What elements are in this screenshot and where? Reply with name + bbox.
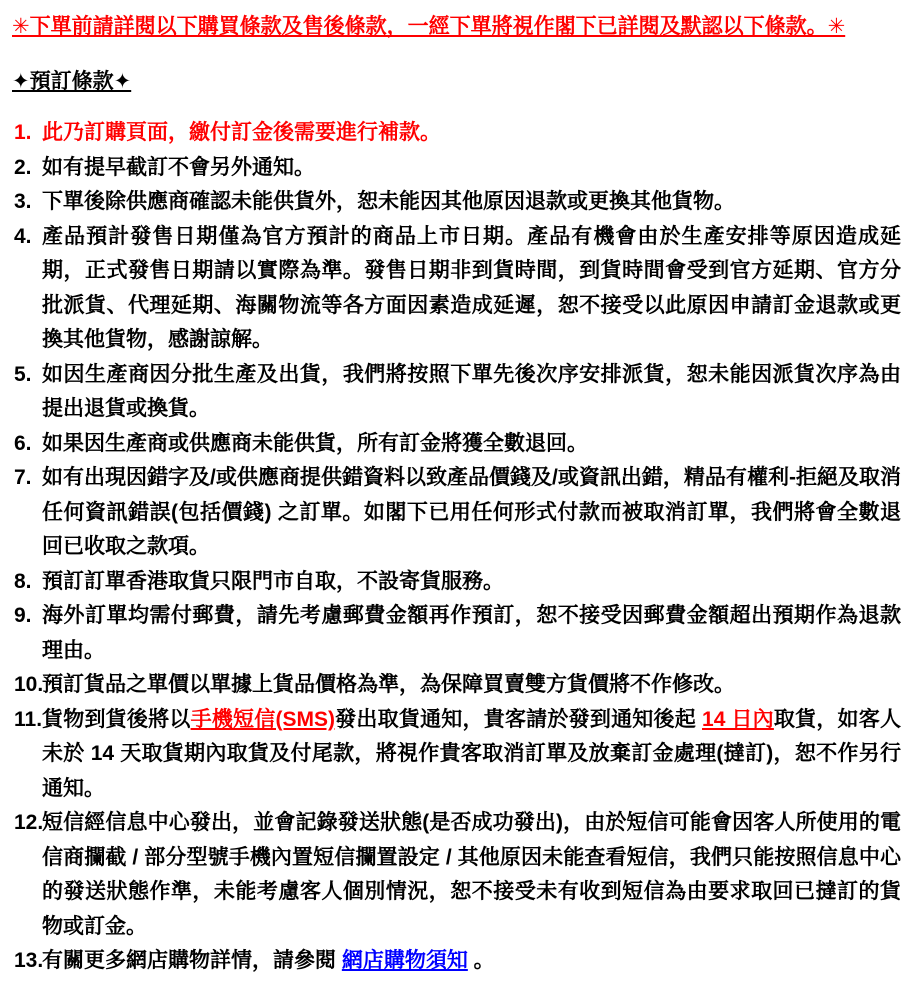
term-item [12, 599, 901, 668]
term-text [42, 949, 495, 972]
term-segment: 如因生產商因分批生產及出貨，我們將按照下單先後次序安排派貨，恕未能因派貨次序為由提出退貨或換貨。 [42, 362, 901, 420]
term-number: 6. [14, 431, 32, 455]
term-segment: 取貨，如客人未於 14 天取貨期內取貨及付尾款，將視作貴客取消訂單及放棄訂金處理(撻訂)，恕不作另行通知。 [42, 707, 902, 800]
highlighted-text: 手機短信(SMS) [190, 707, 335, 731]
shop-guide-link[interactable]: 網店購物須知 [341, 949, 468, 972]
term-text [42, 466, 901, 558]
term-item [12, 806, 901, 944]
term-segment: 有關更多網店購物詳情，請參閱 [42, 949, 342, 972]
term-segment: 海外訂單均需付郵費，請先考慮郵費金額再作預訂，恕不接受因郵費金額超出預期作為退款理由。 [42, 604, 901, 662]
term-number: 8. [14, 569, 32, 593]
term-text [42, 225, 901, 352]
term-item [12, 220, 901, 358]
term-number: 13. [14, 949, 44, 972]
term-text [42, 811, 901, 938]
term-text [42, 604, 901, 662]
term-segment: 如有提早截訂不會另外通知。 [42, 155, 315, 179]
section-title-preorder-terms: ✦預訂條款✦ [12, 70, 132, 93]
term-segment: 產品預計發售日期僅為官方預計的商品上市日期。產品有機會由於生產安排等原因造成延期，正式發售日期請以實際為準。發售日期非到貨時間，到貨時間會受到官方延期、官方分批派貨、代理延期、海關物流等各方面因素造成延遲，恕不接受以此原因申請訂金退款或更換其他貨物，感謝諒解。 [42, 224, 901, 351]
term-item [12, 703, 901, 807]
term-segment: 下單後除供應商確認未能供貨外，恕未能因其他原因退款或更換其他貨物。 [42, 190, 735, 213]
terms-list [12, 116, 901, 979]
term-item [12, 565, 901, 600]
term-text [42, 121, 441, 144]
term-text [42, 708, 901, 800]
term-number: 7. [14, 466, 32, 489]
term-item [12, 668, 901, 703]
term-segment: 預訂訂單香港取貨只限門市自取，不設寄貨服務。 [42, 569, 504, 593]
term-number: 2. [14, 155, 32, 179]
term-item [12, 427, 901, 462]
term-text [42, 190, 735, 213]
term-item [12, 185, 901, 220]
term-segment: 如果因生產商或供應商未能供貨，所有訂金將獲全數退回。 [42, 431, 588, 455]
term-text [42, 363, 901, 421]
term-item [12, 116, 901, 151]
term-number: 11. [14, 707, 43, 731]
term-text [42, 156, 315, 179]
pre-order-alert-header: ✳下單前請詳閱以下購買條款及售後條款，一經下單將視作閣下已詳閱及默認以下條款。✳ [12, 15, 846, 38]
term-number: 5. [14, 362, 32, 386]
term-number: 3. [14, 190, 32, 213]
term-number: 10. [14, 673, 44, 696]
term-text [42, 673, 735, 696]
highlighted-text: 14 日內 [702, 707, 774, 731]
term-segment: 發出取貨通知，貴客請於發到通知後起 [334, 707, 703, 731]
term-segment: 短信經信息中心發出，並會記錄發送狀態(是否成功發出)，由於短信可能會因客人所使用的電信商攔截 / 部分型號手機內置短信攔置設定 / 其他原因未能查看短信，我們只能按照信息中心的發送狀態作準，未能考慮客人個別情況，恕不接受未有收到短信為由要求取回已撻訂的貨物或訂金。 [42, 811, 901, 938]
term-item [12, 461, 901, 565]
term-number: 4. [14, 224, 32, 248]
term-segment: 如有出現因錯字及/或供應商提供錯資料以致產品價錢及/或資訊出錯，精品有權利-拒絕及取消任何資訊錯誤(包括價錢) 之訂單。如閣下已用任何形式付款而被取消訂單，我們將會全數退回已收取之款項。 [42, 466, 901, 558]
term-number: 12. [14, 811, 44, 834]
term-segment: 預訂貨品之單價以單據上貨品價格為準，為保障買賣雙方貨價將不作修改。 [42, 673, 735, 696]
term-segment: 貨物到貨後將以 [42, 707, 191, 731]
term-item [12, 151, 901, 186]
term-segment: 。 [467, 949, 495, 972]
term-text [42, 432, 588, 455]
term-item [12, 358, 901, 427]
term-item [12, 944, 901, 979]
term-segment: 此乃訂購頁面，繳付訂金後需要進行補款。 [42, 121, 441, 144]
term-text [42, 570, 504, 593]
term-number: 1. [14, 121, 32, 144]
term-number: 9. [14, 604, 32, 627]
